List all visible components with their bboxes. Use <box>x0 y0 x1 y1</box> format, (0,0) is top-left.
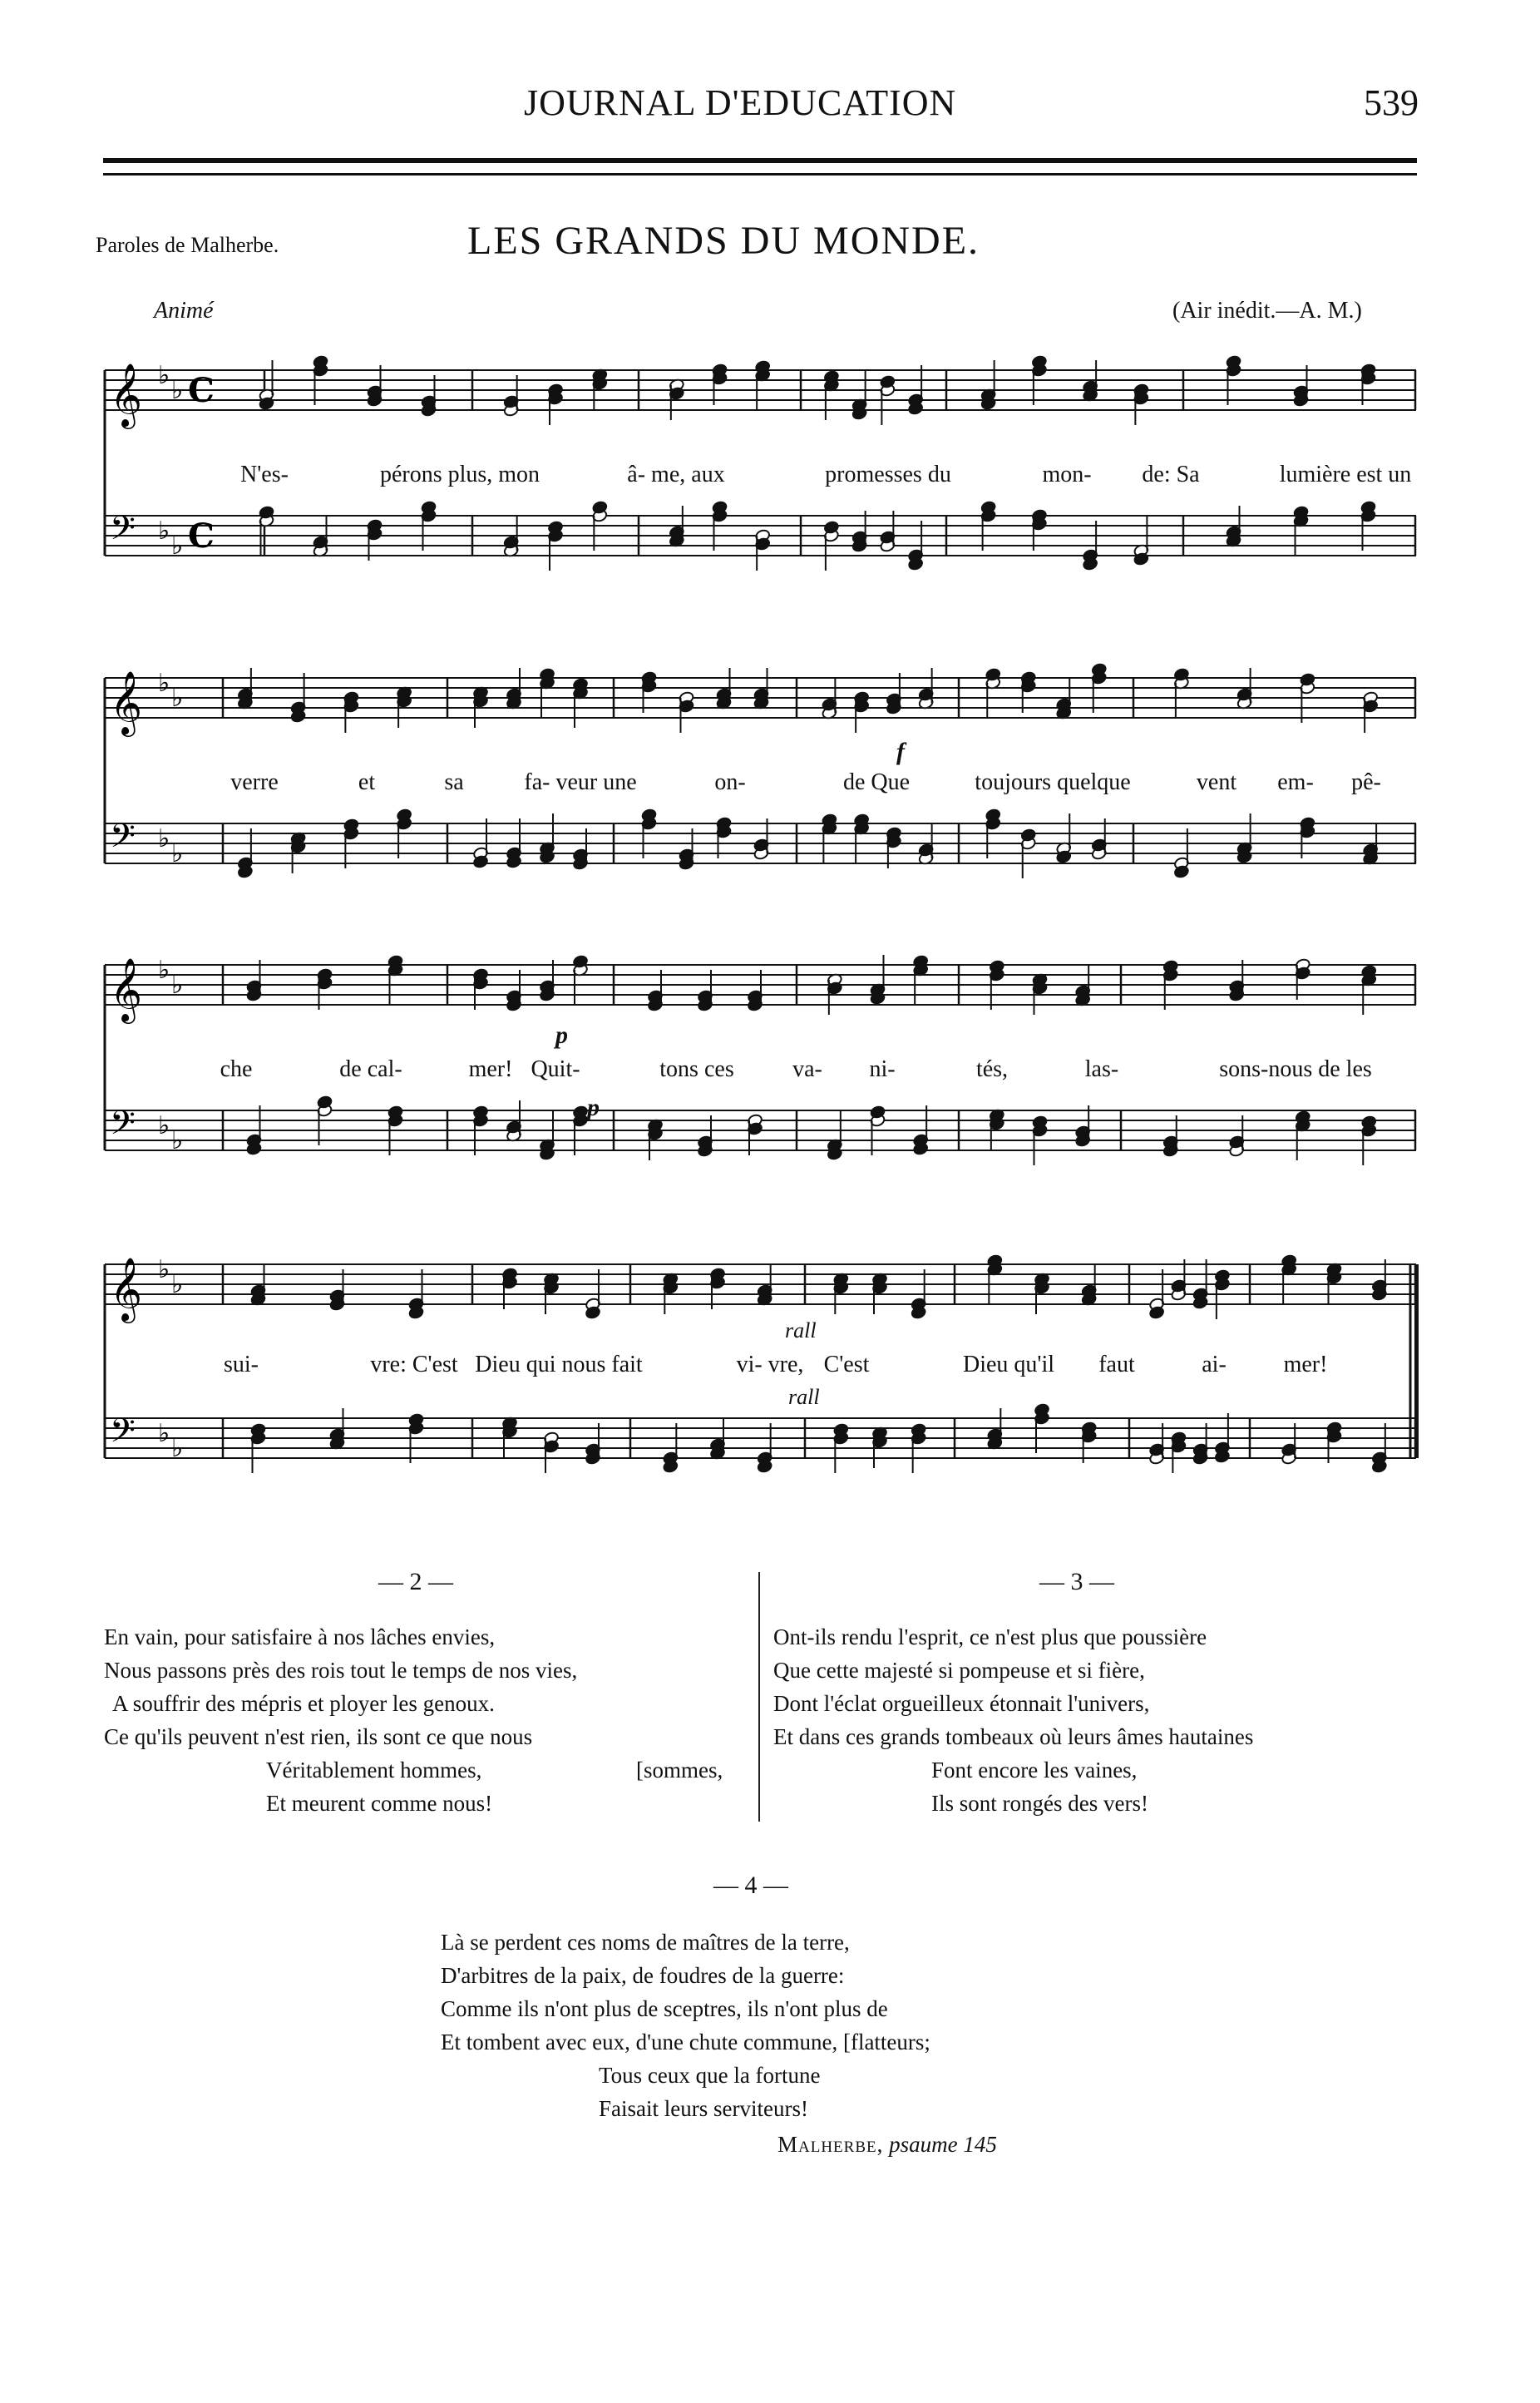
lyric: fa- veur une <box>524 769 637 795</box>
signature-ref: psaume 145 <box>889 2132 997 2157</box>
verse-3 <box>773 1620 1422 1820</box>
treble-clef-icon: 𝄞 <box>110 957 143 1021</box>
lyric: che <box>220 1056 253 1082</box>
flat-icon: ♭ <box>171 1126 184 1155</box>
common-time-icon: C <box>188 371 215 410</box>
dynamic-mark: p <box>587 1094 600 1121</box>
lyric: mon- <box>1042 462 1092 487</box>
lyric: et <box>358 769 376 795</box>
page-number: 539 <box>1364 82 1419 123</box>
lyric: faut <box>1098 1352 1135 1377</box>
lyric: N'es- <box>240 462 289 487</box>
verse-line: Là se perdent ces noms de maîtres de la terre, <box>441 1930 850 1955</box>
tempo-marking: Animé <box>154 298 214 324</box>
lyric: Dieu qui nous fait <box>475 1352 643 1377</box>
verse-line: Faisait leurs serviteurs! <box>599 2096 808 2121</box>
flat-icon: ♭ <box>171 532 184 561</box>
music-system-1 <box>98 337 1419 611</box>
bass-clef-icon: 𝄢 <box>110 1104 136 1150</box>
verse-line: Nous passons près des rois tout le temps de nos vies, <box>104 1658 578 1683</box>
flat-icon: ♭ <box>171 971 184 1000</box>
flat-icon: ♭ <box>158 361 170 390</box>
dynamic-mark: p <box>555 1021 568 1049</box>
lyric: on- <box>714 769 746 795</box>
header-rule-thin <box>103 173 1417 176</box>
verse-2 <box>104 1620 748 1820</box>
verse-line: D'arbitres de la paix, de foudres de la guerre: <box>441 1963 845 1988</box>
music-system-2 <box>98 645 1419 919</box>
verse-number-3: — 3 — <box>1039 1568 1114 1595</box>
verse-line: Dont l'éclat orgueilleux étonnait l'univers, <box>773 1691 1150 1716</box>
verse-line: Font encore les vaines, <box>931 1758 1138 1782</box>
lyric: mer! <box>1283 1352 1328 1377</box>
flat-icon: ♭ <box>171 1270 184 1299</box>
treble-clef-icon: 𝄞 <box>110 363 143 427</box>
running-head: JOURNAL D'EDUCATION <box>524 82 957 123</box>
lyric: tés, <box>975 1056 1009 1082</box>
verse-number-4: — 4 — <box>713 1871 788 1899</box>
lyric: de cal- <box>339 1056 402 1082</box>
lyric: promesses du <box>825 462 951 487</box>
lyric: ni- <box>869 1056 896 1082</box>
lyric: mer! <box>468 1056 513 1082</box>
lyric: verre <box>230 769 279 795</box>
music-system-4 <box>98 1219 1419 1535</box>
song-title: LES GRANDS DU MONDE. <box>467 219 980 263</box>
verse-number-2: — 2 — <box>378 1568 453 1595</box>
lyric: las- <box>1084 1056 1119 1082</box>
flat-icon: ♭ <box>158 956 170 985</box>
flat-icon: ♭ <box>158 517 170 546</box>
lyric: sui- <box>224 1352 259 1377</box>
rall-mark: rall <box>785 1318 817 1342</box>
lyric: sons-nous de les <box>1219 1056 1372 1082</box>
lyric: de: Sa <box>1142 462 1200 487</box>
verse-line: A souffrir des mépris et ployer les genoux. <box>112 1691 495 1716</box>
lyric: Quit- <box>531 1056 580 1082</box>
verse-4 <box>441 1926 1189 2125</box>
lyric: de Que <box>842 769 911 795</box>
common-time-icon: C <box>188 517 215 556</box>
flat-icon: ♭ <box>171 684 184 713</box>
rall-mark: rall <box>788 1385 820 1409</box>
verse-line: Que cette majesté si pompeuse et si fière, <box>773 1658 1145 1683</box>
flat-icon: ♭ <box>158 1111 170 1140</box>
bass-clef-icon: 𝄢 <box>110 509 136 556</box>
lyric: Dieu qu'il <box>962 1352 1055 1377</box>
verse-line: Ont-ils rendu l'esprit, ce n'est plus que poussière <box>773 1624 1207 1649</box>
verse-line: Ce qu'ils peuvent n'est rien, ils sont ce que nous <box>104 1724 533 1749</box>
lyrics-line-1 <box>98 462 1419 495</box>
flat-icon: ♭ <box>158 1419 170 1448</box>
header-rule-thick <box>103 158 1417 163</box>
signature-author: Malherbe, <box>777 2132 884 2157</box>
dynamic-mark: f <box>896 738 905 765</box>
lyric: C'est <box>823 1352 870 1377</box>
flat-icon: ♭ <box>171 1434 184 1463</box>
treble-clef-icon: 𝄞 <box>110 670 143 734</box>
verse-line: Tous ceux que la fortune <box>599 2063 821 2088</box>
flat-icon: ♭ <box>171 376 184 405</box>
lyric: va- <box>792 1056 822 1082</box>
lyrics-line-4 <box>98 1318 1419 1409</box>
lyric: pê- <box>1351 769 1381 795</box>
column-divider <box>758 1572 760 1822</box>
lyric: ai- <box>1202 1352 1227 1377</box>
lyric: â- me, aux <box>627 462 725 487</box>
lyric: toujours quelque <box>975 769 1131 795</box>
treble-clef-icon: 𝄞 <box>110 1257 143 1321</box>
flat-icon: ♭ <box>158 824 170 853</box>
lyric: sa <box>444 769 464 795</box>
lyricist-credit: Paroles de Malherbe. <box>96 233 279 257</box>
verse-line: En vain, pour satisfaire à nos lâches envies, <box>104 1624 496 1649</box>
verse-line: Et tombent avec eux, d'une chute commune, [flatteurs; <box>441 2030 930 2054</box>
music-system-3 <box>98 932 1419 1214</box>
flat-icon: ♭ <box>158 669 170 698</box>
verse-text: [sommes, <box>636 1758 723 1782</box>
lyrics-line-2 <box>98 738 1419 803</box>
lyric: lumière est un <box>1279 462 1412 487</box>
lyric: em- <box>1277 769 1314 795</box>
lyric: pérons plus, mon <box>379 462 540 487</box>
bass-clef-icon: 𝄢 <box>110 817 136 863</box>
flat-icon: ♭ <box>158 1255 170 1284</box>
lyric: tons ces <box>659 1056 734 1082</box>
flat-icon: ♭ <box>171 839 184 868</box>
air-note: (Air inédit.—A. M.) <box>1172 298 1362 324</box>
signature <box>777 2132 997 2158</box>
bass-clef-icon: 𝄢 <box>110 1412 136 1458</box>
lyrics-line-3 <box>98 1021 1419 1121</box>
verse-text: Véritablement hommes, <box>266 1758 482 1782</box>
verse-line: Et dans ces grands tombeaux où leurs âmes hautaines <box>773 1724 1254 1749</box>
verse-line: Et meurent comme nous! <box>266 1791 493 1816</box>
lyric: vre: C'est <box>370 1352 458 1377</box>
verse-line: Ils sont rongés des vers! <box>931 1791 1148 1816</box>
verse-line: Comme ils n'ont plus de sceptres, ils n'ont plus de <box>441 1996 888 2021</box>
lyric: vent <box>1196 769 1237 795</box>
lyric: vi- vre, <box>736 1352 804 1377</box>
verse-line <box>104 1753 748 1787</box>
